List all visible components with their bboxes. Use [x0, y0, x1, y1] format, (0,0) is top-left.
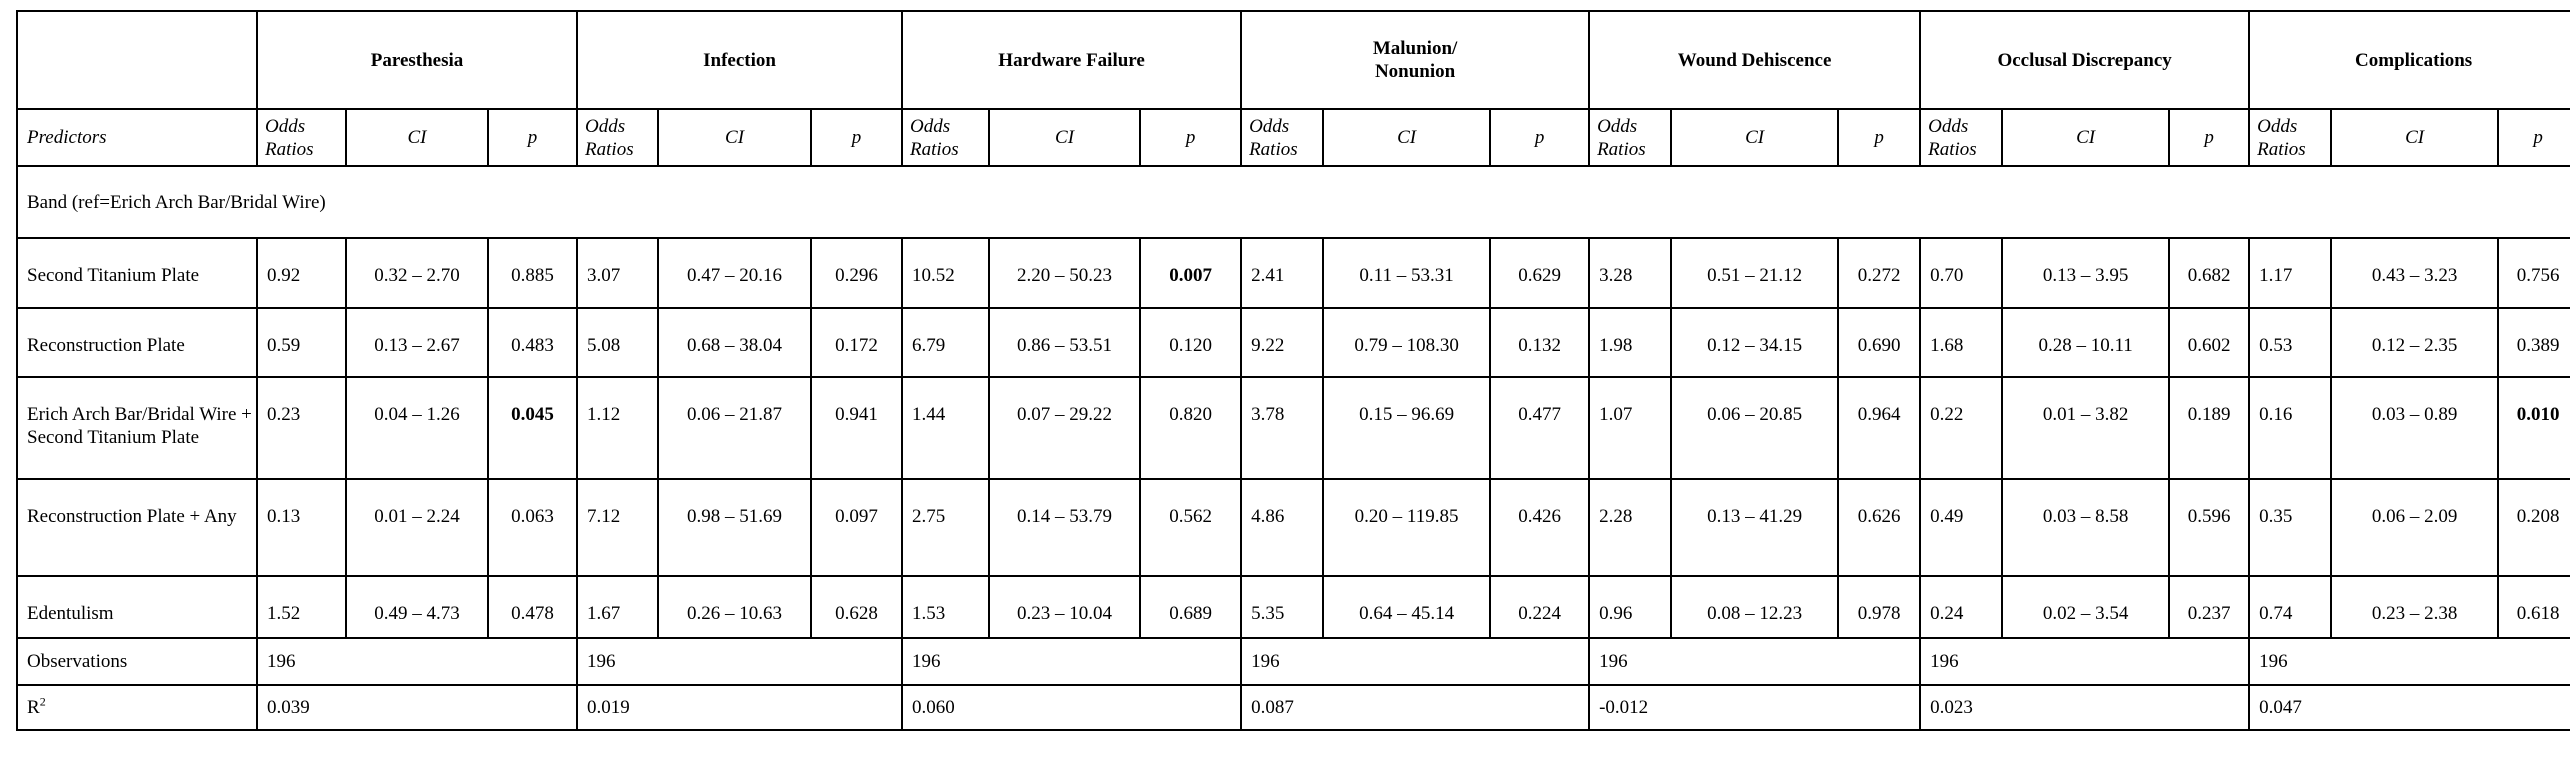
- p-value-cell: 0.389: [2498, 308, 2570, 377]
- outcome-header-text: Wound Dehiscence: [1677, 49, 1832, 71]
- p-value-cell: 0.689: [1140, 576, 1241, 638]
- odds-ratio-cell: 2.41: [1241, 238, 1323, 308]
- odds-ratio-cell: 0.70: [1920, 238, 2002, 308]
- predictor-label: Edentulism: [17, 576, 257, 638]
- r-squared-superscript: 2: [39, 694, 46, 709]
- outcome-header-text: Infection: [703, 49, 776, 71]
- p-value-cell: 0.690: [1838, 308, 1920, 377]
- p-value-cell: 0.189: [2169, 377, 2249, 479]
- p-value-cell: 0.007: [1140, 238, 1241, 308]
- confidence-interval-cell: 0.13 – 3.95: [2002, 238, 2169, 308]
- odds-ratio-cell: 0.16: [2249, 377, 2331, 479]
- predictor-label: Reconstruction Plate + Any: [17, 479, 257, 576]
- confidence-interval-cell: 0.08 – 12.23: [1671, 576, 1838, 638]
- ci-header: CI: [2331, 109, 2498, 166]
- odds-ratio-cell: 0.23: [257, 377, 346, 479]
- odds-ratios-header: Odds Ratios: [1241, 109, 1323, 166]
- odds-ratio-cell: 0.53: [2249, 308, 2331, 377]
- p-value-cell: 0.132: [1490, 308, 1589, 377]
- p-value-cell: 0.426: [1490, 479, 1589, 576]
- odds-ratio-cell: 1.52: [257, 576, 346, 638]
- confidence-interval-cell: 0.12 – 34.15: [1671, 308, 1838, 377]
- outcome-header-text: Complications: [2355, 49, 2473, 71]
- p-value-cell: 0.478: [488, 576, 577, 638]
- p-value-cell: 0.941: [811, 377, 902, 479]
- odds-ratio-cell: 0.24: [1920, 576, 2002, 638]
- confidence-interval-cell: 0.98 – 51.69: [658, 479, 811, 576]
- confidence-interval-cell: 0.01 – 2.24: [346, 479, 488, 576]
- confidence-interval-cell: 0.01 – 3.82: [2002, 377, 2169, 479]
- confidence-interval-cell: 0.03 – 0.89: [2331, 377, 2498, 479]
- odds-ratio-cell: 1.17: [2249, 238, 2331, 308]
- p-value-cell: 0.224: [1490, 576, 1589, 638]
- outcome-header-infection: [577, 11, 902, 109]
- observations-value: 196: [257, 638, 577, 685]
- odds-ratio-cell: 2.75: [902, 479, 989, 576]
- p-value-cell: 0.272: [1838, 238, 1920, 308]
- ci-header: CI: [989, 109, 1140, 166]
- odds-ratio-cell: 0.22: [1920, 377, 2002, 479]
- p-value-cell: 0.483: [488, 308, 577, 377]
- odds-ratios-header: Odds Ratios: [1589, 109, 1671, 166]
- table-row: [17, 576, 2570, 638]
- odds-ratio-cell: 0.74: [2249, 576, 2331, 638]
- odds-ratio-cell: 0.96: [1589, 576, 1671, 638]
- confidence-interval-cell: 0.13 – 2.67: [346, 308, 488, 377]
- p-header: p: [1490, 109, 1589, 166]
- p-header: p: [1140, 109, 1241, 166]
- predictor-label: Erich Arch Bar/Bridal Wire + Second Titanium Plate: [17, 377, 257, 479]
- r-squared-letter: R: [27, 697, 40, 718]
- odds-ratio-cell: 0.59: [257, 308, 346, 377]
- p-header: p: [488, 109, 577, 166]
- ci-header: CI: [1671, 109, 1838, 166]
- p-value-cell: 0.010: [2498, 377, 2570, 479]
- odds-ratios-header: Odds Ratios: [1920, 109, 2002, 166]
- confidence-interval-cell: 0.28 – 10.11: [2002, 308, 2169, 377]
- odds-ratio-cell: 0.35: [2249, 479, 2331, 576]
- r-squared-value: 0.039: [257, 685, 577, 730]
- p-value-cell: 0.626: [1838, 479, 1920, 576]
- odds-ratio-cell: 1.44: [902, 377, 989, 479]
- subheader-row: [17, 109, 2570, 166]
- odds-ratio-cell: 3.07: [577, 238, 658, 308]
- p-value-cell: 0.562: [1140, 479, 1241, 576]
- p-value-cell: 0.296: [811, 238, 902, 308]
- p-value-cell: 0.596: [2169, 479, 2249, 576]
- odds-ratio-cell: 1.67: [577, 576, 658, 638]
- confidence-interval-cell: 0.06 – 2.09: [2331, 479, 2498, 576]
- odds-ratios-header: Odds Ratios: [257, 109, 346, 166]
- observations-value: 196: [902, 638, 1241, 685]
- odds-ratio-cell: 1.98: [1589, 308, 1671, 377]
- p-value-cell: 0.978: [1838, 576, 1920, 638]
- odds-ratio-cell: 3.78: [1241, 377, 1323, 479]
- odds-ratio-cell: 2.28: [1589, 479, 1671, 576]
- band-reference-row: [17, 166, 2570, 238]
- p-value-cell: 0.045: [488, 377, 577, 479]
- p-value-cell: 0.964: [1838, 377, 1920, 479]
- header-blank-cell: [17, 11, 257, 109]
- observations-value: 196: [1589, 638, 1920, 685]
- confidence-interval-cell: 0.26 – 10.63: [658, 576, 811, 638]
- table-row: [17, 308, 2570, 377]
- confidence-interval-cell: 0.47 – 20.16: [658, 238, 811, 308]
- table-row: [17, 238, 2570, 308]
- p-value-cell: 0.618: [2498, 576, 2570, 638]
- outcome-header-text: Nonunion: [1374, 61, 1456, 82]
- confidence-interval-cell: 0.13 – 41.29: [1671, 479, 1838, 576]
- ci-header: CI: [346, 109, 488, 166]
- confidence-interval-cell: 0.64 – 45.14: [1323, 576, 1490, 638]
- r-squared-label: [17, 685, 257, 730]
- table-row: [17, 377, 2570, 479]
- confidence-interval-cell: 0.07 – 29.22: [989, 377, 1140, 479]
- confidence-interval-cell: 0.49 – 4.73: [346, 576, 488, 638]
- odds-ratio-cell: 10.52: [902, 238, 989, 308]
- confidence-interval-cell: 0.68 – 38.04: [658, 308, 811, 377]
- observations-value: 196: [1920, 638, 2249, 685]
- p-header: p: [2498, 109, 2570, 166]
- confidence-interval-cell: 0.11 – 53.31: [1323, 238, 1490, 308]
- outcome-header-paresthesia: [257, 11, 577, 109]
- odds-ratio-cell: 9.22: [1241, 308, 1323, 377]
- outcome-header-text: Occlusal Discrepancy: [1997, 49, 2172, 71]
- header-row: [17, 11, 2570, 109]
- r-squared-value: 0.060: [902, 685, 1241, 730]
- predictor-label: Reconstruction Plate: [17, 308, 257, 377]
- observations-value: 196: [577, 638, 902, 685]
- odds-ratio-cell: 1.68: [1920, 308, 2002, 377]
- table-row: [17, 479, 2570, 576]
- ci-header: CI: [1323, 109, 1490, 166]
- p-value-cell: 0.120: [1140, 308, 1241, 377]
- confidence-interval-cell: 0.43 – 3.23: [2331, 238, 2498, 308]
- p-value-cell: 0.682: [2169, 238, 2249, 308]
- odds-ratio-cell: 5.08: [577, 308, 658, 377]
- odds-ratios-header: Odds Ratios: [902, 109, 989, 166]
- r-squared-value: 0.019: [577, 685, 902, 730]
- odds-ratio-cell: 3.28: [1589, 238, 1671, 308]
- confidence-interval-cell: 0.23 – 10.04: [989, 576, 1140, 638]
- p-header: p: [2169, 109, 2249, 166]
- odds-ratios-header: Odds Ratios: [577, 109, 658, 166]
- outcome-header-complications: [2249, 11, 2570, 109]
- p-header: p: [811, 109, 902, 166]
- confidence-interval-cell: 0.06 – 20.85: [1671, 377, 1838, 479]
- confidence-interval-cell: 0.20 – 119.85: [1323, 479, 1490, 576]
- r-squared-value: -0.012: [1589, 685, 1920, 730]
- observations-label: Observations: [17, 638, 257, 685]
- p-value-cell: 0.208: [2498, 479, 2570, 576]
- r-squared-value: 0.047: [2249, 685, 2570, 730]
- confidence-interval-cell: 0.32 – 2.70: [346, 238, 488, 308]
- outcome-header-hardware-failure: [902, 11, 1241, 109]
- confidence-interval-cell: 0.51 – 21.12: [1671, 238, 1838, 308]
- confidence-interval-cell: 0.02 – 3.54: [2002, 576, 2169, 638]
- confidence-interval-cell: 0.86 – 53.51: [989, 308, 1140, 377]
- odds-ratio-cell: 1.53: [902, 576, 989, 638]
- outcome-header-wound-dehiscence: [1589, 11, 1920, 109]
- p-value-cell: 0.629: [1490, 238, 1589, 308]
- regression-table: [16, 10, 2570, 731]
- confidence-interval-cell: 0.03 – 8.58: [2002, 479, 2169, 576]
- observations-row: [17, 638, 2570, 685]
- ci-header: CI: [2002, 109, 2169, 166]
- odds-ratio-cell: 6.79: [902, 308, 989, 377]
- odds-ratios-header: Odds Ratios: [2249, 109, 2331, 166]
- confidence-interval-cell: 0.15 – 96.69: [1323, 377, 1490, 479]
- odds-ratio-cell: 0.13: [257, 479, 346, 576]
- p-value-cell: 0.885: [488, 238, 577, 308]
- p-value-cell: 0.602: [2169, 308, 2249, 377]
- odds-ratio-cell: 1.12: [577, 377, 658, 479]
- odds-ratio-cell: 4.86: [1241, 479, 1323, 576]
- p-value-cell: 0.628: [811, 576, 902, 638]
- band-reference-label: Band (ref=Erich Arch Bar/Bridal Wire): [17, 166, 2570, 238]
- observations-value: 196: [2249, 638, 2570, 685]
- p-value-cell: 0.097: [811, 479, 902, 576]
- odds-ratio-cell: 0.49: [1920, 479, 2002, 576]
- confidence-interval-cell: 0.06 – 21.87: [658, 377, 811, 479]
- p-value-cell: 0.237: [2169, 576, 2249, 638]
- observations-value: 196: [1241, 638, 1589, 685]
- outcome-header-text: Malunion/: [1372, 38, 1458, 59]
- confidence-interval-cell: 0.79 – 108.30: [1323, 308, 1490, 377]
- r-squared-value: 0.023: [1920, 685, 2249, 730]
- odds-ratio-cell: 0.92: [257, 238, 346, 308]
- confidence-interval-cell: 0.12 – 2.35: [2331, 308, 2498, 377]
- predictor-label: Second Titanium Plate: [17, 238, 257, 308]
- p-header: p: [1838, 109, 1920, 166]
- predictors-header: Predictors: [17, 109, 257, 166]
- p-value-cell: 0.063: [488, 479, 577, 576]
- p-value-cell: 0.477: [1490, 377, 1589, 479]
- p-value-cell: 0.172: [811, 308, 902, 377]
- confidence-interval-cell: 0.23 – 2.38: [2331, 576, 2498, 638]
- outcome-header-text: Hardware Failure: [998, 49, 1145, 71]
- outcome-header-malunion-nonunion: [1241, 11, 1589, 109]
- outcome-header-text: Paresthesia: [370, 49, 464, 71]
- r-squared-row: [17, 685, 2570, 730]
- confidence-interval-cell: 0.04 – 1.26: [346, 377, 488, 479]
- confidence-interval-cell: 2.20 – 50.23: [989, 238, 1140, 308]
- r-squared-value: 0.087: [1241, 685, 1589, 730]
- odds-ratio-cell: 7.12: [577, 479, 658, 576]
- ci-header: CI: [658, 109, 811, 166]
- p-value-cell: 0.820: [1140, 377, 1241, 479]
- p-value-cell: 0.756: [2498, 238, 2570, 308]
- odds-ratio-cell: 5.35: [1241, 576, 1323, 638]
- confidence-interval-cell: 0.14 – 53.79: [989, 479, 1140, 576]
- odds-ratio-cell: 1.07: [1589, 377, 1671, 479]
- outcome-header-occlusal-discrepancy: [1920, 11, 2249, 109]
